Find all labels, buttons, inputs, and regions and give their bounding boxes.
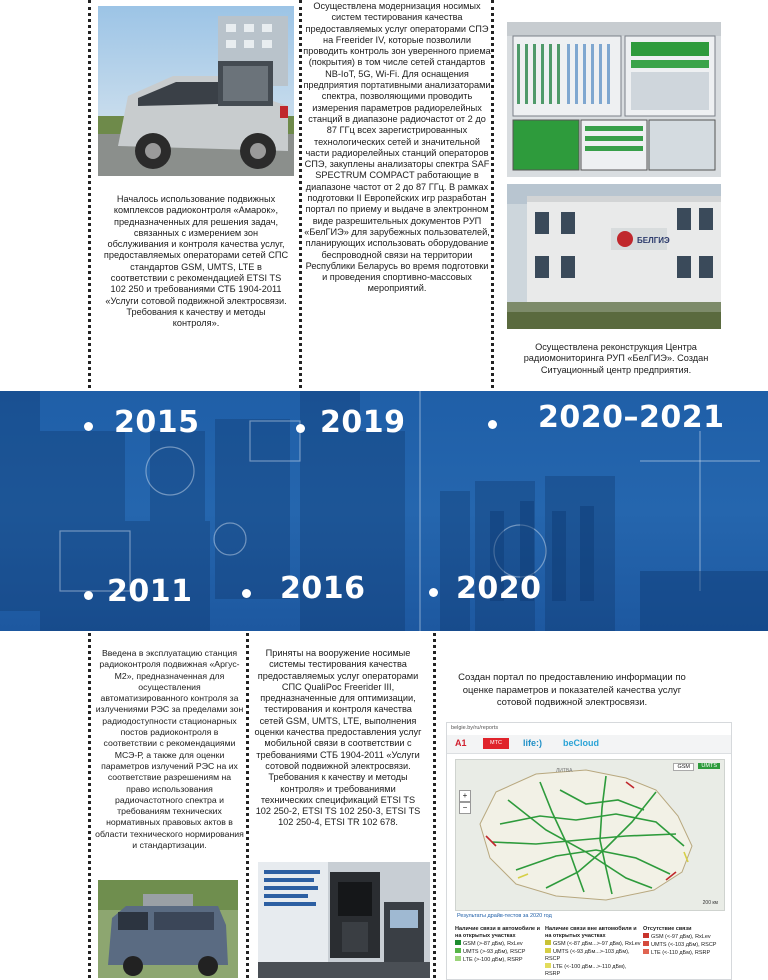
legend-item: UMTS (>-93 дБм), RSCP: [455, 948, 545, 956]
year-2016: 2016: [280, 571, 366, 606]
portal-screenshot: [446, 722, 732, 980]
year-2015: 2015: [114, 405, 200, 440]
zoom-out-button[interactable]: −: [459, 802, 471, 814]
tab-life[interactable]: life:): [523, 738, 542, 748]
year-2020-2021: 2020–2021: [538, 400, 725, 435]
legend-item: GSM (<-97 дБм), RxLev: [643, 933, 727, 941]
timeline-connector-2020: [433, 592, 436, 978]
legend-item: GSM (<-87 дБм...>-97 дБм), RxLev: [545, 940, 641, 948]
legend-title: Отсутствие связи: [643, 926, 692, 932]
legend-item: LTE (<-100 дБм...>-110 дБм), RSRP: [545, 964, 627, 977]
legend-item: UMTS (<-93 дБм...>-103 дБм), RSCP: [545, 949, 630, 962]
filter-umts[interactable]: UMTS: [698, 763, 720, 769]
text-2020-2021: Осуществлена реконструкция Центра радиомониторинга РУП «БелГИЭ». Создан Ситуационный центр предприятия.: [523, 342, 709, 375]
legend-title: Наличие связи в автомобиле и на открытых участках: [455, 926, 540, 939]
operator-tabs: [447, 735, 731, 754]
dot-2016: [242, 589, 251, 598]
legend-item: LTE (<-110 дБм), RSRP: [643, 949, 727, 957]
timeline-connector-2016: [246, 592, 249, 978]
situation-center-photo: [507, 22, 721, 177]
building-sign-text: БЕЛГИЭ: [637, 236, 670, 245]
text-2011: Введена в эксплуатацию станция радиоконтроля подвижная «Аргус-М2», предназначенная для осуществления автоматизированного контроля за излучениями РЭС за пределами зон радиодоступности стационарных постов радиоконтроля в соответствии с рекомендациями МСЭ-Р, а также для оценки параметров излучений РЭС на их соответствие разрешениям на право использования радиочастотного спектра и требованиям технических нормативных правовых актов в области технического нормирования и стандартизации.: [95, 648, 244, 851]
freerider-equipment-photo: [258, 862, 430, 978]
drive-test-link[interactable]: Результаты драйв-тестов за 2020 год: [457, 913, 552, 919]
tab-mts[interactable]: МТС: [483, 738, 509, 749]
amarok-vehicle-photo: [98, 6, 294, 176]
legend-col-1: [455, 926, 545, 964]
tab-becloud[interactable]: beCloud: [563, 738, 599, 748]
legend-item: UMTS (<-103 дБм), RSCP: [643, 941, 727, 949]
timeline-connector-2011: [88, 592, 91, 978]
tab-a1[interactable]: A1: [455, 738, 467, 748]
belgie-building-photo: [507, 184, 721, 329]
coverage-map[interactable]: [455, 759, 725, 911]
timeline-connector-2015: [88, 0, 91, 430]
zoom-in-button[interactable]: +: [459, 790, 471, 802]
text-2020: Создан портал по предоставлению информации по оценке параметров и показателей качества услуг сотовой подвижной электросвязи.: [458, 672, 686, 708]
map-country-label: ЛИТВА: [556, 768, 573, 774]
timeline-connector-2019: [299, 0, 302, 430]
legend-col-3: [643, 926, 727, 957]
legend-col-2: [545, 926, 641, 978]
year-2019: 2019: [320, 405, 406, 440]
text-2015: Началось использование подвижных комплексов радиоконтроля «Амарок», предназначенных для решения задач, связанных с измерением зон обслуживания и контроля качества услуг, предоставляемых операторами сетей СПС стандартов GSM, UMTS, LTE в соответствии с рекомендацией ETSI TS 102 250 и требованиями СТБ 1904-2011 «Услуги сотовой подвижной электросвязи. Требования к качеству и методы контроля».: [103, 194, 289, 329]
legend-item: LTE (>-100 дБм), RSRP: [455, 956, 545, 964]
text-2019: Осуществлена модернизация носимых систем тестирования качества предоставляемых услуг операторами СПЭ на Freerider IV, которые позволили проводить контроль зон уверенного приема (покрытия) в том числе сетей стандартов NB-IoT, 5G, Wi-Fi. Для оснащения предприятия портативными анализаторами спектра, позволяющими проводить измерения параметров радиорелейных станций в диапазоне радиочастот от 2 до 87 ГГц всех зарегистрированных технологических сетей и значительной части радиорелейных станций операторов СПЭ, закуплены анализаторы спектра SAF SPECTRUM COMPACT работающие в диапазоне частот от 2 до 87 ГГц. В рамках подготовки II Европейских игр разработан портал по приему и выдаче в электронном виде разрешительных документов РУП «БелГИЭ» для зарубежных пользователей, планирующих использовать оборудование беспроводной связи на территории Республики Беларусь во время подготовки и проведения спортивно-массовых мероприятий.: [303, 1, 491, 294]
dot-2019: [296, 424, 305, 433]
dot-2015: [84, 422, 93, 431]
text-2016: Приняты на вооружение носимые системы тестирования качества предоставляемых услуг операторами СПС QualiPoc Freerider III, предназначенные для оптимизации, тестирования и контроля качества сетей GSM, UMTS, LTE, выполнения оценки качества предоставления услуг мобильной связи в соответствии с требованиями СТБ 1904-2011 «Услуги сотовой подвижной электросвязи. Требования к качеству и методы контроля» и требованиями технических спецификаций ETSI TS 102 250-2, ETSI TS 102 250-3, ETSI TS 102 250-4, ETSI TR 102 678.: [254, 648, 422, 828]
filter-gsm[interactable]: GSM: [673, 763, 694, 771]
portal-url[interactable]: belgie.by/ru/reports: [451, 725, 499, 731]
argus-van-photo: [98, 880, 238, 978]
timeline-connector-2020-2021: [491, 0, 494, 425]
dot-2011: [84, 591, 93, 600]
legend-item: GSM (>-87 дБм), RxLev: [455, 940, 545, 948]
timeline-band: [0, 391, 768, 631]
map-scale: 200 км: [702, 900, 718, 906]
year-2020: 2020: [456, 571, 542, 606]
legend-title: Наличие связи вне автомобиля и на открытых участках: [545, 926, 637, 939]
dot-2020-2021: [488, 420, 497, 429]
dot-2020: [429, 588, 438, 597]
year-2011: 2011: [107, 574, 193, 609]
